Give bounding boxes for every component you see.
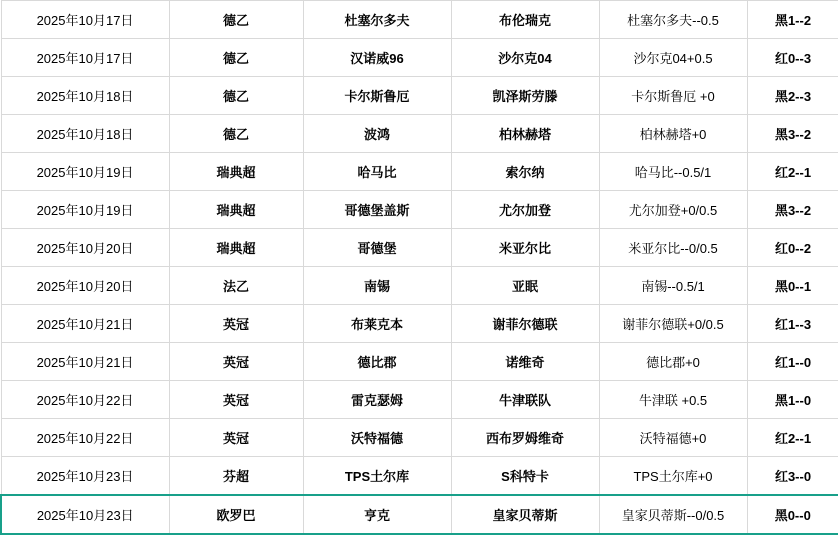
table-row xyxy=(1,381,838,419)
home-team-cell: 亨克 xyxy=(303,495,451,534)
league-name-cell: 芬超 xyxy=(169,457,303,496)
league-name-cell: 欧罗巴 xyxy=(169,495,303,534)
table-row xyxy=(1,153,838,191)
table-row xyxy=(1,267,838,305)
league-name-cell: 德乙 xyxy=(169,39,303,77)
match-result-cell: 黑0--0 xyxy=(747,495,838,534)
home-team-cell: 哥德堡 xyxy=(303,229,451,267)
table-row xyxy=(1,495,838,534)
home-team-cell: 哥德堡盖斯 xyxy=(303,191,451,229)
handicap-pick-cell: 杜塞尔多夫--0.5 xyxy=(599,1,747,39)
away-team-cell: 尤尔加登 xyxy=(451,191,599,229)
match-date-cell: 2025年10月18日 xyxy=(1,77,169,115)
table-row xyxy=(1,457,838,496)
match-result-cell: 黑2--3 xyxy=(747,77,838,115)
match-date-cell: 2025年10月22日 xyxy=(1,419,169,457)
league-name-cell: 英冠 xyxy=(169,305,303,343)
handicap-pick-cell: 尤尔加登+0/0.5 xyxy=(599,191,747,229)
table-row xyxy=(1,229,838,267)
away-team-cell: 米亚尔比 xyxy=(451,229,599,267)
handicap-pick-cell: 谢菲尔德联+0/0.5 xyxy=(599,305,747,343)
home-team-cell: 杜塞尔多夫 xyxy=(303,1,451,39)
table-row xyxy=(1,115,838,153)
away-team-cell: 皇家贝蒂斯 xyxy=(451,495,599,534)
handicap-pick-cell: 牛津联 +0.5 xyxy=(599,381,747,419)
match-date-cell: 2025年10月17日 xyxy=(1,39,169,77)
league-name-cell: 英冠 xyxy=(169,419,303,457)
handicap-pick-cell: 沙尔克04+0.5 xyxy=(599,39,747,77)
match-result-cell: 红0--2 xyxy=(747,229,838,267)
match-result-cell: 红0--3 xyxy=(747,39,838,77)
handicap-pick-cell: 德比郡+0 xyxy=(599,343,747,381)
league-name-cell: 英冠 xyxy=(169,381,303,419)
match-result-cell: 红2--1 xyxy=(747,153,838,191)
match-date-cell: 2025年10月21日 xyxy=(1,305,169,343)
match-result-cell: 黑3--2 xyxy=(747,115,838,153)
match-result-cell: 黑3--2 xyxy=(747,191,838,229)
match-date-cell: 2025年10月19日 xyxy=(1,153,169,191)
match-result-cell: 黑1--0 xyxy=(747,381,838,419)
match-result-cell: 黑1--2 xyxy=(747,1,838,39)
table-row xyxy=(1,305,838,343)
away-team-cell: 诺维奇 xyxy=(451,343,599,381)
away-team-cell: S科特卡 xyxy=(451,457,599,496)
table-row xyxy=(1,191,838,229)
home-team-cell: 德比郡 xyxy=(303,343,451,381)
home-team-cell: 波鸿 xyxy=(303,115,451,153)
away-team-cell: 沙尔克04 xyxy=(451,39,599,77)
home-team-cell: 雷克瑟姆 xyxy=(303,381,451,419)
match-date-cell: 2025年10月22日 xyxy=(1,381,169,419)
match-date-cell: 2025年10月23日 xyxy=(1,457,169,496)
league-name-cell: 德乙 xyxy=(169,115,303,153)
away-team-cell: 牛津联队 xyxy=(451,381,599,419)
home-team-cell: 汉诺威96 xyxy=(303,39,451,77)
handicap-pick-cell: 皇家贝蒂斯--0/0.5 xyxy=(599,495,747,534)
league-name-cell: 瑞典超 xyxy=(169,153,303,191)
home-team-cell: 南锡 xyxy=(303,267,451,305)
home-team-cell: 哈马比 xyxy=(303,153,451,191)
handicap-pick-cell: 沃特福德+0 xyxy=(599,419,747,457)
away-team-cell: 谢菲尔德联 xyxy=(451,305,599,343)
match-date-cell: 2025年10月19日 xyxy=(1,191,169,229)
league-name-cell: 瑞典超 xyxy=(169,229,303,267)
away-team-cell: 布伦瑞克 xyxy=(451,1,599,39)
home-team-cell: TPS土尔库 xyxy=(303,457,451,496)
match-date-cell: 2025年10月23日 xyxy=(1,495,169,534)
away-team-cell: 索尔纳 xyxy=(451,153,599,191)
match-result-cell: 红1--3 xyxy=(747,305,838,343)
away-team-cell: 西布罗姆维奇 xyxy=(451,419,599,457)
league-name-cell: 英冠 xyxy=(169,343,303,381)
match-date-cell: 2025年10月17日 xyxy=(1,1,169,39)
league-name-cell: 德乙 xyxy=(169,77,303,115)
match-date-cell: 2025年10月18日 xyxy=(1,115,169,153)
handicap-pick-cell: 柏林赫塔+0 xyxy=(599,115,747,153)
away-team-cell: 亚眠 xyxy=(451,267,599,305)
away-team-cell: 凯泽斯劳滕 xyxy=(451,77,599,115)
home-team-cell: 卡尔斯鲁厄 xyxy=(303,77,451,115)
handicap-pick-cell: TPS土尔库+0 xyxy=(599,457,747,496)
match-result-cell: 红2--1 xyxy=(747,419,838,457)
table-row xyxy=(1,1,838,39)
match-date-cell: 2025年10月20日 xyxy=(1,267,169,305)
handicap-pick-cell: 哈马比--0.5/1 xyxy=(599,153,747,191)
match-result-cell: 红3--0 xyxy=(747,457,838,496)
handicap-pick-cell: 南锡--0.5/1 xyxy=(599,267,747,305)
home-team-cell: 布莱克本 xyxy=(303,305,451,343)
table-row xyxy=(1,419,838,457)
table-row xyxy=(1,343,838,381)
table-body xyxy=(1,1,838,535)
table-row xyxy=(1,39,838,77)
table-row xyxy=(1,77,838,115)
home-team-cell: 沃特福德 xyxy=(303,419,451,457)
league-name-cell: 瑞典超 xyxy=(169,191,303,229)
handicap-pick-cell: 卡尔斯鲁厄 +0 xyxy=(599,77,747,115)
league-name-cell: 法乙 xyxy=(169,267,303,305)
match-result-cell: 黑0--1 xyxy=(747,267,838,305)
handicap-pick-cell: 米亚尔比--0/0.5 xyxy=(599,229,747,267)
league-name-cell: 德乙 xyxy=(169,1,303,39)
match-date-cell: 2025年10月20日 xyxy=(1,229,169,267)
match-date-cell: 2025年10月21日 xyxy=(1,343,169,381)
match-result-cell: 红1--0 xyxy=(747,343,838,381)
away-team-cell: 柏林赫塔 xyxy=(451,115,599,153)
